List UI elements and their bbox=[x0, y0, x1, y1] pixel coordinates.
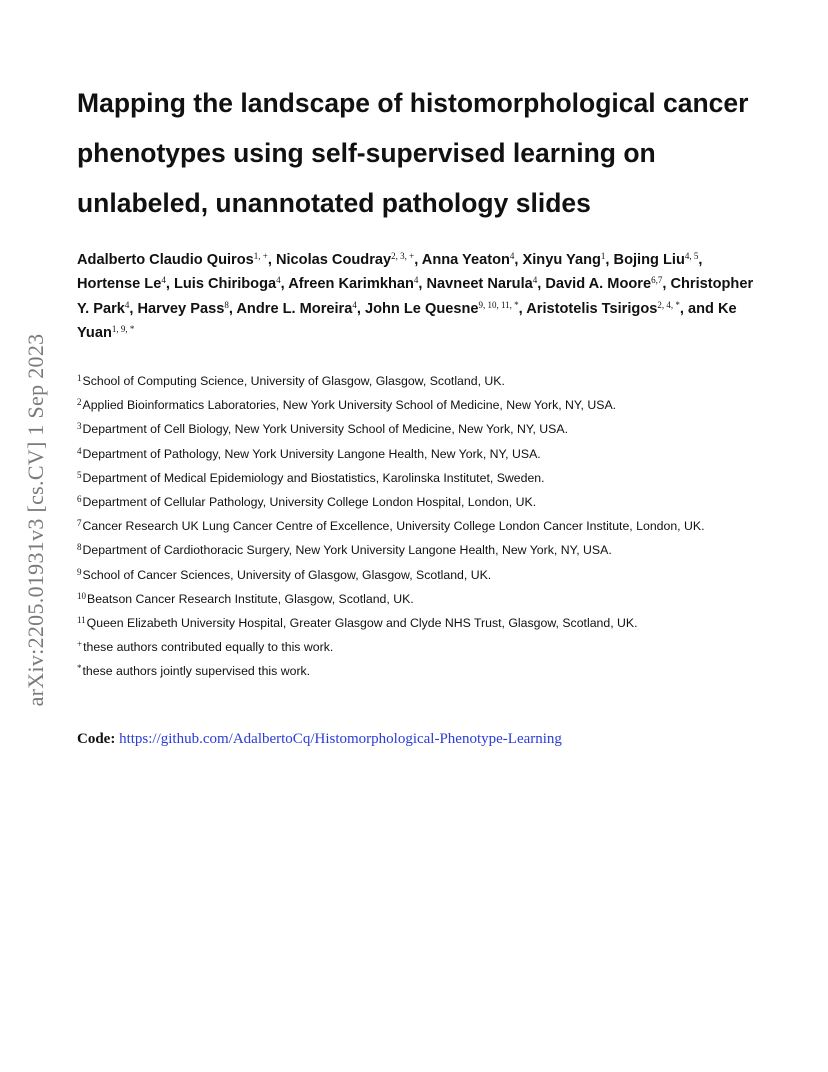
author-name: Navneet Narula bbox=[426, 276, 533, 293]
affiliation-text: School of Computing Science, University of Glasgow, Glasgow, Scotland, UK. bbox=[82, 374, 505, 388]
title-line: unlabeled, unannotated pathology slides bbox=[77, 188, 591, 218]
author-name: Andre L. Moreira bbox=[236, 300, 353, 317]
author-affiliation-marks: 4 bbox=[276, 275, 281, 286]
author-affiliation-marks: 4 bbox=[509, 251, 515, 261]
affiliation-item bbox=[77, 517, 777, 541]
author-affiliation-marks: 2, 4, * bbox=[657, 299, 680, 310]
author-name: David A. Moore bbox=[545, 276, 652, 293]
author-affiliation-marks: 4, 5 bbox=[684, 251, 699, 261]
author-affiliation-marks: 1, 9, * bbox=[111, 323, 135, 334]
affiliation-text: Cancer Research UK Lung Cancer Centre of Excellence, University College London Cancer Institute, London, UK. bbox=[82, 519, 705, 534]
affiliation-item bbox=[77, 566, 777, 590]
affiliation-item bbox=[77, 372, 777, 396]
author-name: Luis Chiriboga bbox=[173, 276, 277, 293]
author-name: Aristotelis Tsirigos bbox=[526, 300, 658, 317]
author-affiliation-marks: 2, 3, + bbox=[391, 251, 415, 261]
affiliation-item bbox=[77, 590, 777, 614]
affiliation-text: Applied Bioinformatics Laboratories, New York University School of Medicine, New York, NY, USA. bbox=[82, 398, 617, 413]
author-affiliation-marks: 4 bbox=[124, 299, 130, 310]
author-name: Anna Yeaton bbox=[421, 252, 510, 268]
author-name: Hortense Le bbox=[77, 276, 162, 293]
affiliation-mark: 8 bbox=[77, 542, 82, 553]
code-availability bbox=[77, 729, 562, 749]
affiliation-mark: 6 bbox=[77, 493, 82, 504]
author-list: Adalberto Claudio Quiros$^{1, +}$, Nicolas Coudray$^{2, 3, +}$, Anna Yeaton$^4$, Xinyu Yang$^1$, Bojing Liu$^{4, 5}$, Hortense Le$^4$, Luis Chiriboga$^4$, Afreen Karimkhan$^4$, Navneet Narula$^4$, David A. Moore$^{6,7}$, Christopher Y. Park$^4$, Harvey Pass$^8$, Andre L. Moreira$^4$, John Le Quesne$^{9, 10, 11, *}$, Aristotelis Tsirigos$^{2, 4, *}$, and Ke Yuan$^{1, 9, *}$ bbox=[77, 251, 754, 341]
arxiv-identifier-stamp: arXiv:2205.01931v3 [cs.CV] 1 Sep 2023 bbox=[23, 333, 48, 707]
author-name: Harvey Pass bbox=[137, 300, 225, 317]
affiliation-item bbox=[77, 469, 777, 493]
affiliation-mark: 10 bbox=[77, 590, 86, 601]
author-name: John Le Quesne bbox=[364, 300, 479, 317]
affiliation-text: Department of Cellular Pathology, University College London Hospital, London, UK. bbox=[82, 494, 537, 509]
author-name: Adalberto Claudio Quiros bbox=[77, 252, 254, 268]
code-repository-link[interactable]: https://github.com/AdalbertoCq/Histomorphological-Phenotype-Learning bbox=[119, 731, 562, 747]
author-affiliation-marks: 1, + bbox=[253, 251, 268, 261]
author-name: Bojing Liu bbox=[613, 252, 685, 268]
author-affiliation-marks: 4 bbox=[352, 299, 357, 310]
code-label: Code: bbox=[77, 731, 116, 747]
affiliation-item bbox=[77, 420, 777, 444]
affiliation-mark: 7 bbox=[77, 518, 82, 529]
title-line: Mapping the landscape of histomorphological cancer bbox=[77, 88, 749, 118]
affiliation-item bbox=[77, 614, 777, 638]
affiliation-text: Beatson Cancer Research Institute, Glasgow, Scotland, UK. bbox=[87, 591, 414, 606]
affiliation-text: Department of Pathology, New York University Langone Health, New York, NY, USA. bbox=[82, 446, 541, 461]
affiliation-mark: * bbox=[77, 663, 82, 674]
affiliation-item bbox=[77, 662, 777, 686]
author-name: Christopher Y. Park bbox=[77, 276, 754, 317]
title-line: phenotypes using self-supervised learning on bbox=[77, 138, 656, 168]
author-affiliation-marks: 8 bbox=[224, 299, 229, 310]
affiliation-text: these authors jointly supervised this work. bbox=[82, 664, 311, 679]
affiliation-text: these authors contributed equally to this work. bbox=[83, 640, 334, 655]
affiliation-text: Department of Cardiothoracic Surgery, New York University Langone Health, New York, NY, USA. bbox=[82, 543, 612, 558]
affiliation-mark: 11 bbox=[77, 614, 86, 625]
author-name: Afreen Karimkhan bbox=[288, 276, 414, 293]
author-conjunction: and bbox=[687, 300, 714, 317]
affiliation-item bbox=[77, 541, 777, 565]
author-affiliation-marks: 1 bbox=[600, 251, 606, 261]
affiliation-list bbox=[77, 372, 777, 686]
author-affiliation-marks: 4 bbox=[532, 275, 538, 286]
author-affiliation-marks: 4 bbox=[413, 275, 419, 286]
author-affiliation-marks: 4 bbox=[161, 275, 166, 286]
affiliation-mark: 9 bbox=[77, 566, 82, 577]
affiliation-item bbox=[77, 396, 777, 420]
author-affiliation-marks: 9, 10, 11, * bbox=[478, 299, 519, 310]
affiliation-text: Department of Medical Epidemiology and Biostatistics, Karolinska Institutet, Sweden. bbox=[82, 470, 545, 485]
affiliation-mark: 4 bbox=[77, 445, 82, 456]
affiliation-item bbox=[77, 445, 777, 469]
affiliation-mark: 1 bbox=[77, 373, 82, 383]
affiliation-item bbox=[77, 493, 777, 517]
affiliation-mark: + bbox=[77, 639, 83, 650]
affiliation-text: Queen Elizabeth University Hospital, Greater Glasgow and Clyde NHS Trust, Glasgow, Scotland, UK. bbox=[86, 615, 638, 630]
affiliation-item bbox=[77, 638, 777, 662]
author-affiliation-marks: 6,7 bbox=[651, 275, 663, 286]
affiliation-mark: 2 bbox=[77, 397, 82, 408]
affiliation-mark: 5 bbox=[77, 469, 82, 480]
author-name: Nicolas Coudray bbox=[275, 252, 392, 268]
affiliation-text: Department of Cell Biology, New York University School of Medicine, New York, NY, USA. bbox=[82, 422, 568, 437]
author-name: Xinyu Yang bbox=[522, 252, 601, 268]
paper-title bbox=[77, 78, 777, 228]
affiliation-mark: 3 bbox=[77, 421, 82, 432]
author-name: Ke Yuan bbox=[77, 300, 737, 341]
affiliation-text: School of Cancer Sciences, University of Glasgow, Glasgow, Scotland, UK. bbox=[82, 567, 492, 582]
